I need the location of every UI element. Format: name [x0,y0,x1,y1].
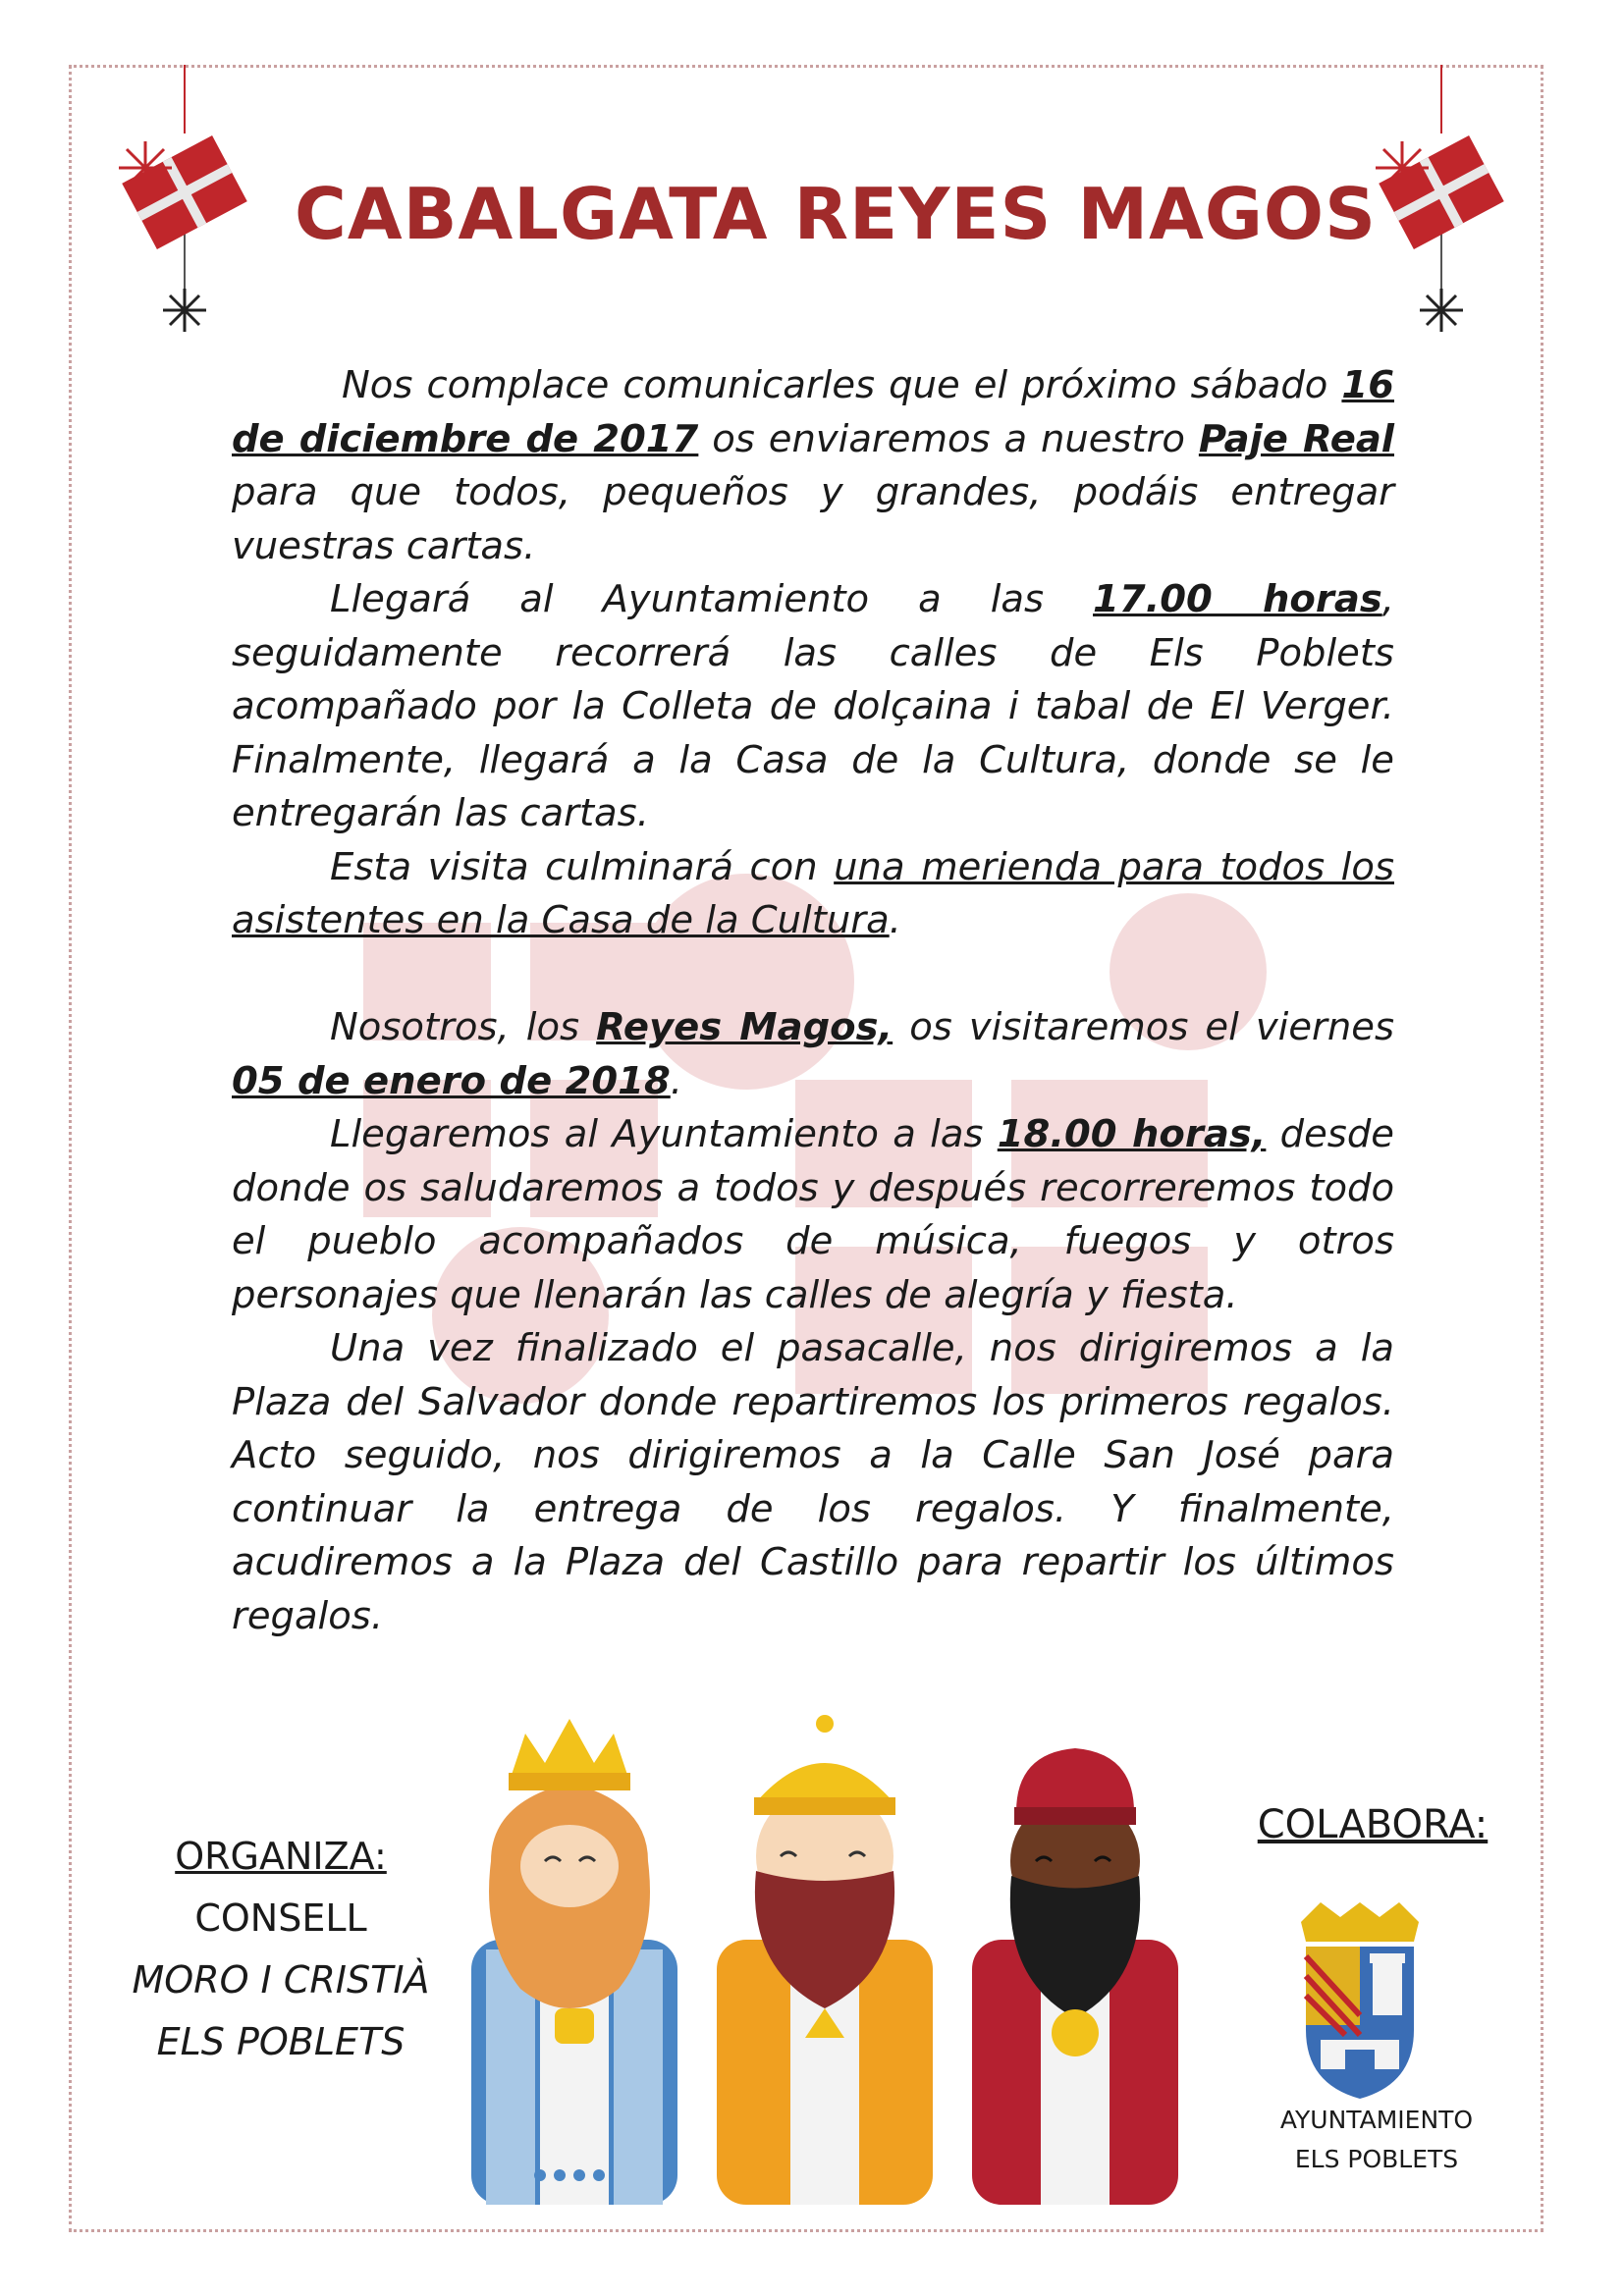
colabora-line: ELS POBLETS [1294,2145,1459,2173]
text-span: Nosotros, los [330,1005,597,1049]
organiza-heading: ORGANIZA: [175,1835,387,1878]
king-melchor-figure [471,1719,677,2205]
paragraph-merienda [232,841,1394,948]
time-reyes-magos: 18.00 horas, [997,1112,1267,1156]
king-baltasar-figure [972,1748,1178,2205]
merienda-text: una merienda para todos los asistentes en la Casa de la Cultura [232,844,1394,942]
text-span: . [670,1058,683,1103]
organiza-line: CONSELL [194,1896,367,1940]
text-span: . [889,898,901,942]
time-paje-real: 17.00 horas [1093,577,1382,621]
paragraph-paje-route [232,573,1394,841]
three-kings-illustration [452,1714,1198,2215]
colabora-block [1229,2101,1524,2179]
text-span: desde donde os saludaremos a todos y después recorreremos todo el pueblo acompañados de música, fuegos y otros personajes que llenarán las calles de alegría y fiesta. [232,1112,1394,1317]
text-span: Esta visita culminará con [330,844,835,889]
paragraph-regalos [232,1322,1394,1643]
reyes-magos-label: Reyes Magos, [596,1005,893,1049]
organiza-line: MORO I CRISTIÀ [132,1958,430,2002]
paragraph-paje-real [232,359,1394,573]
date-reyes-magos: 05 de enero de 2018 [232,1058,671,1103]
colabora-heading: COLABORA: [1257,1802,1489,1847]
organiza-block [94,1826,467,2073]
text-span: Nos complace comunicarles que el próximo sábado [342,363,1342,407]
text-span: os enviaremos a nuestro [698,416,1199,461]
king-gaspar-figure [717,1715,933,2205]
date-paje-real: 16 de diciembre de 2017 [232,363,1394,461]
christmas-ornament-left-icon [86,65,283,349]
text-span: , seguidamente recorrerá las calles de Els Poblets acompañado por la Colleta de dolçaina i tabal de El Verger. Finalmente, llegará a la Casa de la Cultura, donde se le entregarán las cartas. [232,577,1394,835]
colabora-line: AYUNTAMIENTO [1279,2106,1474,2134]
ayuntamiento-coat-of-arms-icon [1276,1902,1443,2099]
paragraph-reyes-route [232,1108,1394,1322]
text-span: Llegará al Ayuntamiento a las [330,577,1094,621]
announcement-body [232,359,1394,1643]
text-span: Una vez finalizado el pasacalle, nos dirigiremos a la Plaza del Salvador donde repartiremos los primeros regalos. Acto seguido, nos dirigiremos a la Calle San José para continuar la entrega de los regalos. Y finalmente, acudiremos a la Plaza del Castillo para repartir los últimos regalos. [232,1326,1394,1638]
paragraph-reyes-magos [232,1001,1394,1108]
text-span: Llegaremos al Ayuntamiento a las [330,1112,998,1156]
paje-real-label: Paje Real [1198,416,1394,461]
organiza-line: ELS POBLETS [156,2020,406,2063]
text-span: para que todos, pequeños y grandes, podáis entregar vuestras cartas. [232,470,1394,568]
page-title: CABALGATA REYES MAGOS [295,173,1377,255]
text-span: os visitaremos el viernes [893,1005,1394,1049]
